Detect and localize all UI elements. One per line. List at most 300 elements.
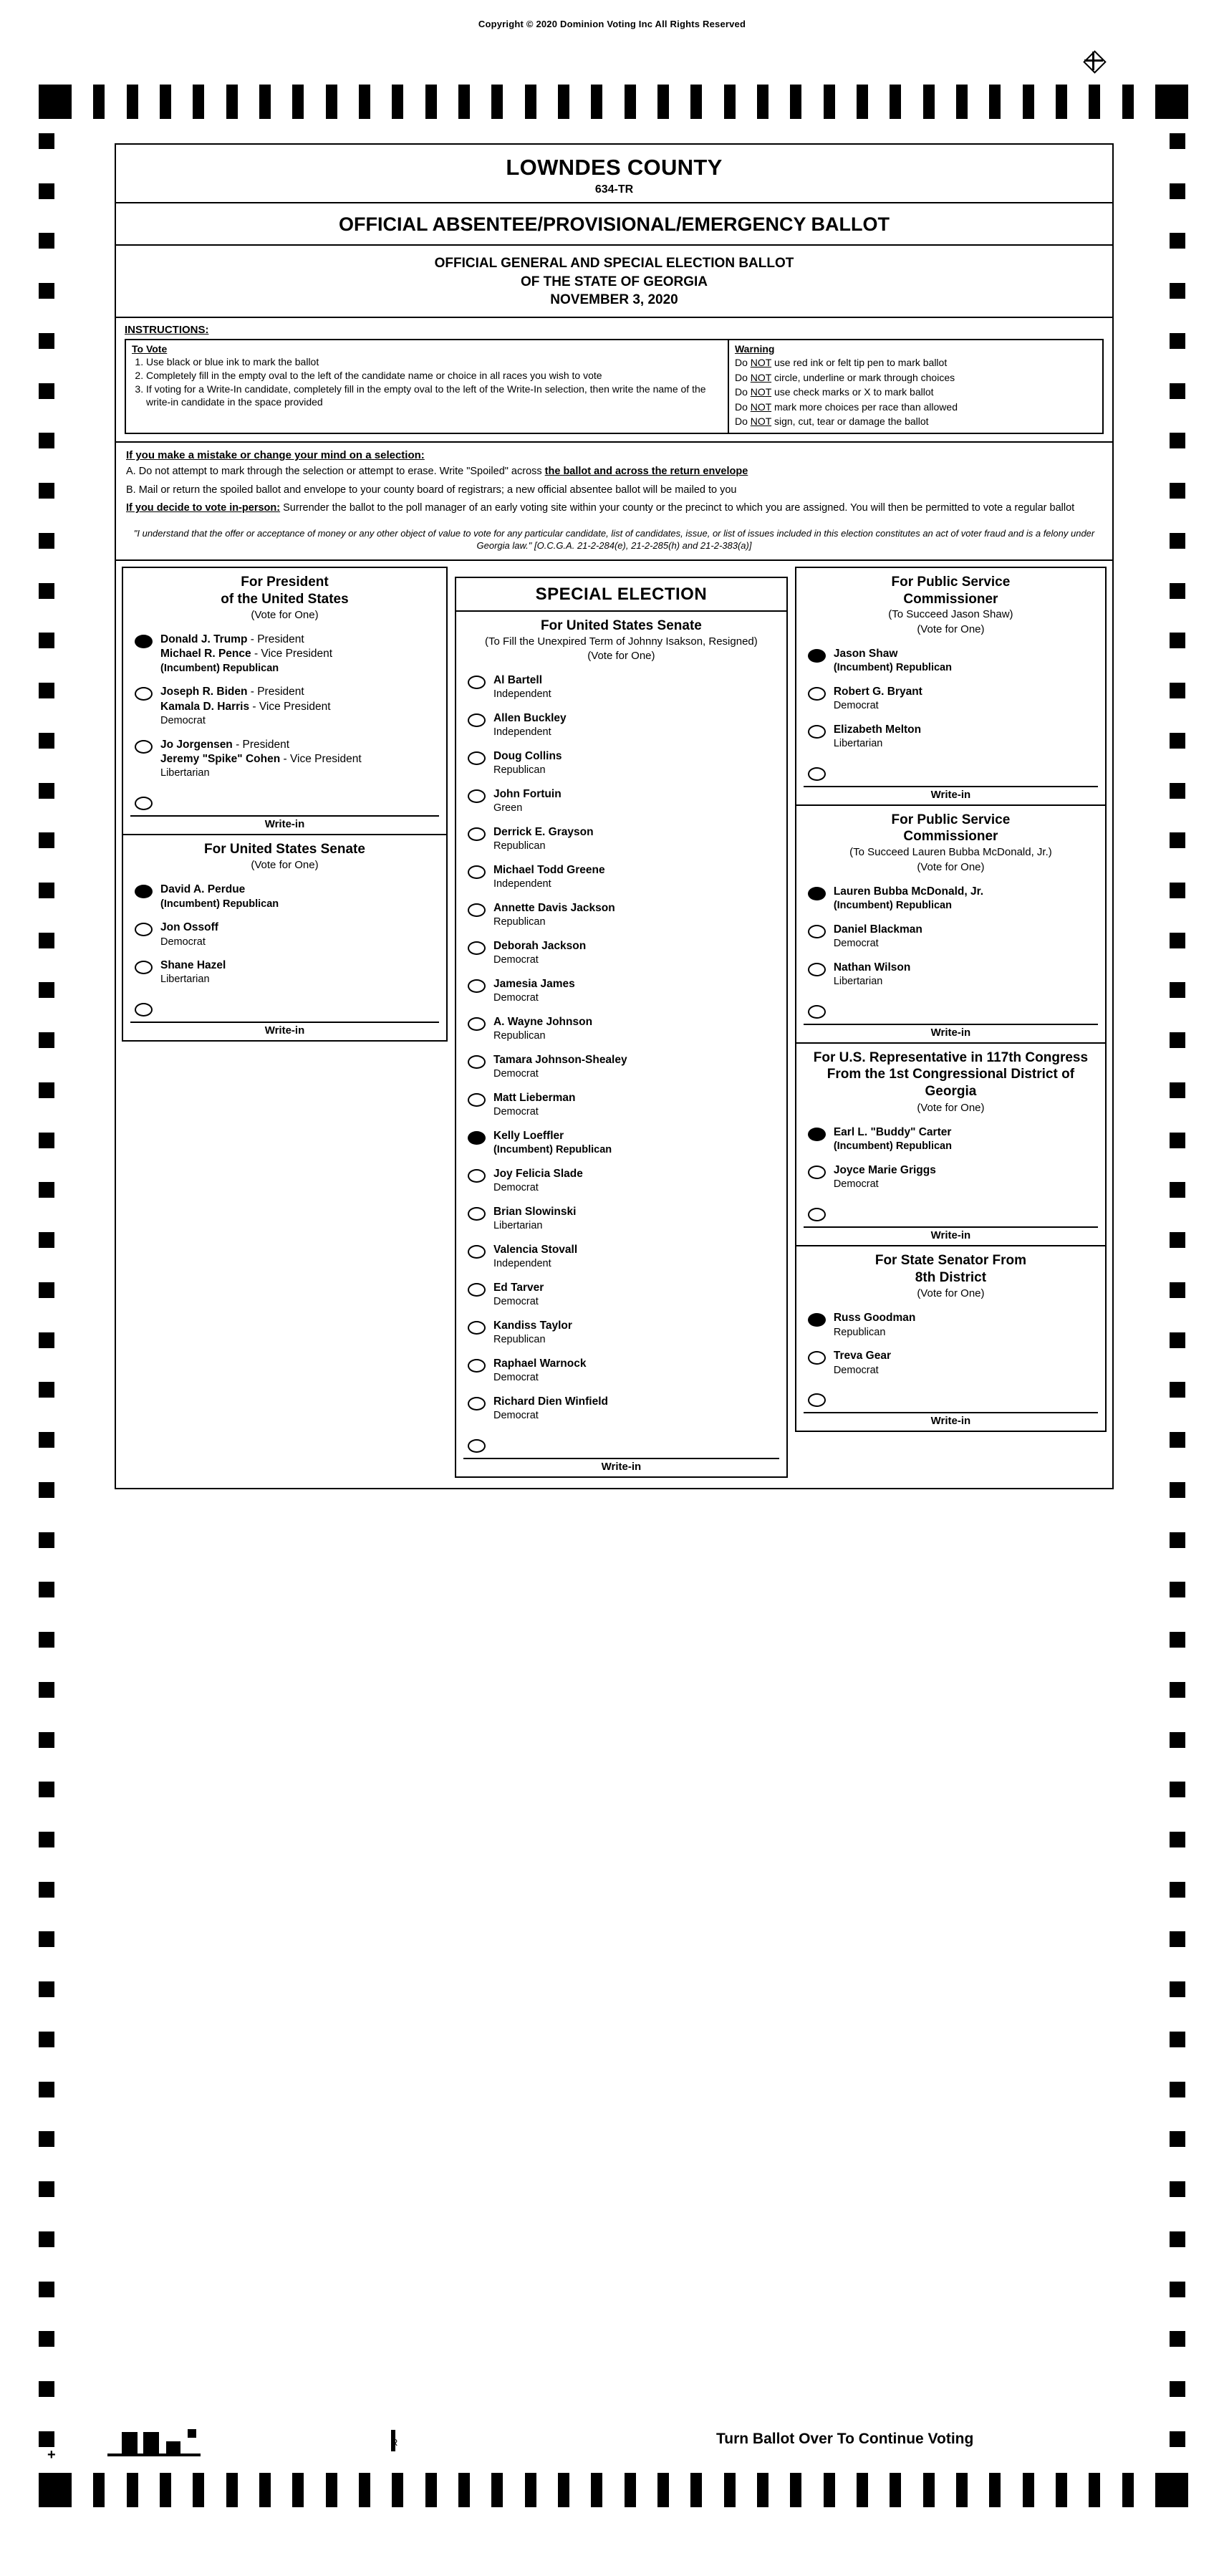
bottom-mark-3 — [166, 2441, 180, 2454]
special-senate-choice[interactable] — [456, 1162, 786, 1200]
timing-mark — [39, 2473, 72, 2507]
timing-mark — [790, 85, 801, 119]
president-writein-label: Write-in — [130, 815, 439, 834]
timing-mark — [657, 85, 669, 119]
oval-icon[interactable] — [468, 1169, 486, 1183]
instructions-label: INSTRUCTIONS: — [125, 323, 209, 336]
state-senator-writein-label: Write-in — [804, 1412, 1098, 1431]
candidate-label: Richard Dien Winfield Democrat — [493, 1395, 609, 1421]
timing-mark — [160, 85, 171, 119]
psc-mcdonald-vote-for: (Vote for One) — [917, 860, 985, 873]
candidate-label: Deborah Jackson Democrat — [493, 939, 587, 966]
bottom-mark-4 — [188, 2429, 196, 2438]
timing-mark — [226, 85, 238, 119]
timing-mark — [591, 2473, 602, 2507]
timing-mark — [1170, 2282, 1185, 2297]
oval-icon[interactable] — [808, 887, 826, 900]
us-rep-writein-wrap — [796, 1199, 1105, 1245]
oval-icon[interactable] — [808, 1166, 826, 1179]
timing-mark — [1170, 1782, 1185, 1797]
timing-mark — [160, 2473, 171, 2507]
special-senate-choice[interactable] — [456, 1010, 786, 1048]
in-person-note — [126, 501, 1102, 516]
timing-mark — [1170, 333, 1185, 349]
warning-item: Do NOT use check marks or X to mark ballot — [734, 386, 934, 398]
psc-shaw-choice[interactable] — [796, 680, 1105, 718]
timing-mark — [39, 283, 54, 299]
president-vote-for: (Vote for One) — [251, 609, 319, 622]
timing-mark — [292, 85, 304, 119]
psc-mcdonald-title-wrap — [796, 806, 1105, 878]
president-writein-choice[interactable] — [123, 789, 446, 815]
timing-mark — [39, 483, 54, 499]
timing-mark — [1170, 233, 1185, 249]
timing-mark — [39, 2131, 54, 2147]
timing-mark — [39, 1682, 54, 1698]
oval-icon[interactable] — [468, 1131, 486, 1145]
alignment-plus: + — [47, 2447, 56, 2463]
timing-mark — [93, 85, 105, 119]
special-election-title-wrap — [456, 612, 786, 667]
psc-shaw-title-line1: For Public Service — [891, 574, 1011, 590]
candidate-label: Jason Shaw (Incumbent) Republican — [833, 647, 952, 673]
timing-mark — [39, 883, 54, 898]
ballot-election-header — [116, 246, 1112, 318]
timing-mark — [989, 2473, 1001, 2507]
candidate-label: Joyce Marie Griggs Democrat — [833, 1163, 936, 1191]
candidate-label: Joy Felicia Slade Democrat — [493, 1167, 583, 1193]
psc-mcdonald-choice[interactable] — [796, 880, 1105, 918]
timing-mark — [1170, 1882, 1185, 1898]
psc-shaw-choice[interactable] — [796, 642, 1105, 680]
timing-mark — [1170, 633, 1185, 648]
oval-icon[interactable] — [468, 1439, 486, 1453]
timing-mark — [1023, 2473, 1034, 2507]
oval-icon[interactable] — [808, 1313, 826, 1327]
special-senate-choice[interactable] — [456, 896, 786, 934]
timing-mark — [359, 85, 370, 119]
timing-mark — [1056, 85, 1067, 119]
oval-icon[interactable] — [135, 797, 153, 810]
timing-mark — [1170, 1582, 1185, 1597]
candidate-label: David A. Perdue (Incumbent) Republican — [160, 883, 279, 910]
timing-mark — [690, 2473, 702, 2507]
voter-fraud-oath: "I understand that the offer or acceptance of money or any other object of value to vote for any particular candidate, list of candidates, issue, or list of issues included in this election constitutes an act of voter fraud and is a felony under Georgia law." [O.C.G.A. 21-2-284(e), 21-2-285(h) and 21-2-383(a)] — [116, 524, 1112, 561]
psc-shaw-subtitle: (To Succeed Jason Shaw) — [888, 608, 1013, 621]
timing-mark — [625, 85, 636, 119]
psc-mcdonald-choice[interactable] — [796, 918, 1105, 956]
timing-mark — [39, 832, 54, 848]
candidate-label: Treva Gear Democrat — [833, 1350, 891, 1376]
candidate-label: Allen Buckley Independent — [493, 711, 567, 739]
timing-mark — [956, 2473, 968, 2507]
timing-mark — [39, 2282, 54, 2297]
timing-mark — [326, 2473, 337, 2507]
timing-mark — [392, 2473, 403, 2507]
timing-mark — [39, 85, 72, 119]
psc-shaw-vote-for: (Vote for One) — [917, 623, 985, 635]
special-senate-choice[interactable] — [456, 820, 786, 858]
special-senate-writein-wrap — [456, 1431, 786, 1476]
state-senator-title-line1: For State Senator From — [874, 1252, 1026, 1268]
timing-mark — [1170, 433, 1185, 448]
timing-mark — [93, 2473, 105, 2507]
timing-mark — [824, 2473, 835, 2507]
timing-mark — [1170, 1032, 1185, 1048]
psc-mcdonald-writein-wrap — [796, 996, 1105, 1042]
president-choice[interactable] — [123, 680, 446, 732]
timing-mark — [1170, 2131, 1185, 2147]
oval-icon[interactable] — [808, 767, 826, 781]
timing-mark — [458, 2473, 470, 2507]
timing-mark — [1170, 1082, 1185, 1098]
timing-mark — [690, 85, 702, 119]
ballot-type-title: OFFICIAL ABSENTEE/PROVISIONAL/EMERGENCY BALLOT — [116, 203, 1112, 246]
copyright-notice: Copyright © 2020 Dominion Voting Inc All Rights Reserved — [478, 19, 746, 29]
timing-mark — [39, 433, 54, 448]
us-rep-choice[interactable] — [796, 1120, 1105, 1158]
oval-icon[interactable] — [468, 903, 486, 917]
timing-mark — [1170, 1482, 1185, 1498]
psc-mcdonald-subtitle: (To Succeed Lauren Bubba McDonald, Jr.) — [849, 846, 1052, 859]
candidate-label: Nathan Wilson Libertarian — [833, 961, 911, 987]
candidate-label: Annette Davis Jackson Republican — [493, 901, 615, 928]
oval-icon[interactable] — [135, 1003, 153, 1017]
election-date: NOVEMBER 3, 2020 — [550, 292, 678, 308]
special-senate-writein-choice[interactable] — [456, 1432, 786, 1458]
timing-mark — [491, 2473, 503, 2507]
timing-mark — [458, 85, 470, 119]
timing-mark — [1170, 283, 1185, 299]
contest-president-title — [123, 568, 446, 627]
contest-president — [122, 567, 448, 835]
special-senate-choice[interactable] — [456, 858, 786, 896]
timing-mark — [1170, 1832, 1185, 1847]
timing-mark — [1170, 1332, 1185, 1348]
oval-icon[interactable] — [808, 1393, 826, 1407]
candidate-label: Shane Hazel Libertarian — [160, 959, 226, 986]
oval-icon[interactable] — [468, 1359, 486, 1373]
timing-mark — [1155, 2473, 1188, 2507]
timing-mark — [39, 1182, 54, 1198]
oval-icon[interactable] — [468, 1245, 486, 1259]
special-senate-choice[interactable] — [456, 668, 786, 706]
timing-mark — [39, 583, 54, 599]
us-senate-title: For United States Senate — [204, 841, 365, 857]
timing-marks-right — [1170, 133, 1185, 2447]
timing-mark — [625, 2473, 636, 2507]
column-left — [122, 567, 448, 1042]
timing-mark — [39, 1432, 54, 1448]
turn-ballot-over-text: Turn Ballot Over To Continue Voting — [716, 2431, 974, 2447]
timing-mark — [39, 1931, 54, 1947]
timing-mark — [39, 2231, 54, 2247]
state-senator-title-line2: 8th District — [915, 1269, 987, 1285]
timing-mark — [39, 1282, 54, 1298]
special-senate-choice[interactable] — [456, 1314, 786, 1352]
president-choice[interactable] — [123, 628, 446, 680]
timing-mark — [39, 1582, 54, 1597]
timing-mark — [39, 2331, 54, 2347]
timing-mark — [1170, 1732, 1185, 1748]
oval-icon[interactable] — [135, 740, 153, 754]
special-senate-choice[interactable] — [456, 1048, 786, 1086]
timing-mark — [39, 2431, 54, 2447]
special-senate-choice[interactable] — [456, 1238, 786, 1276]
timing-mark — [989, 85, 1001, 119]
timing-mark — [39, 1882, 54, 1898]
timing-mark — [39, 1981, 54, 1997]
candidate-label: John Fortuin Green — [493, 787, 562, 814]
timing-mark — [1170, 733, 1185, 749]
timing-mark — [39, 233, 54, 249]
timing-mark — [724, 2473, 736, 2507]
oval-icon[interactable] — [468, 865, 486, 879]
us-senate-choices — [123, 876, 446, 994]
timing-mark — [1170, 1632, 1185, 1648]
timing-mark — [39, 2381, 54, 2397]
special-senate-choice[interactable] — [456, 934, 786, 972]
timing-mark — [1170, 583, 1185, 599]
timing-mark — [39, 533, 54, 549]
mistake-item-b: B. Mail or return the spoiled ballot and envelope to your county board of registrars; a new official absentee ballot will be mailed to you — [126, 484, 737, 496]
oval-icon[interactable] — [468, 751, 486, 765]
timing-mark — [39, 1232, 54, 1248]
oval-icon[interactable] — [468, 827, 486, 841]
instructions-warning — [729, 340, 1102, 433]
oval-icon[interactable] — [468, 1283, 486, 1297]
timing-mark — [1023, 85, 1034, 119]
state-senator-vote-for: (Vote for One) — [917, 1287, 985, 1300]
timing-mark — [226, 2473, 238, 2507]
contest-us-representative — [795, 1044, 1107, 1246]
psc-shaw-choice[interactable] — [796, 718, 1105, 756]
timing-mark — [1170, 2181, 1185, 2197]
oval-icon[interactable] — [468, 1017, 486, 1031]
state-senator-writein-wrap — [796, 1385, 1105, 1431]
oval-icon[interactable] — [135, 923, 153, 936]
oval-icon[interactable] — [808, 1208, 826, 1221]
timing-mark — [1170, 533, 1185, 549]
candidate-label: Valencia Stovall Independent — [493, 1243, 578, 1269]
timing-mark — [1170, 683, 1185, 698]
timing-mark — [39, 1482, 54, 1498]
oval-icon[interactable] — [808, 963, 826, 976]
president-choice[interactable] — [123, 733, 446, 785]
oval-icon[interactable] — [808, 1005, 826, 1019]
psc-shaw-writein-choice[interactable] — [796, 760, 1105, 786]
special-senate-choice[interactable] — [456, 972, 786, 1010]
timing-mark — [657, 2473, 669, 2507]
timing-mark — [757, 85, 768, 119]
election-line-2: OF THE STATE OF GEORGIA — [520, 274, 708, 289]
special-senate-vote-for: (Vote for One) — [587, 650, 655, 662]
psc-shaw-title-line2: Commissioner — [903, 591, 998, 607]
timing-mark — [39, 333, 54, 349]
oval-icon[interactable] — [468, 1397, 486, 1410]
timing-mark — [259, 2473, 271, 2507]
timing-mark — [1122, 2473, 1134, 2507]
timing-mark — [39, 1332, 54, 1348]
oval-icon[interactable] — [808, 1128, 826, 1141]
timing-mark — [1170, 982, 1185, 998]
timing-mark — [39, 1532, 54, 1548]
us-senate-choice[interactable] — [123, 878, 446, 915]
timing-mark — [39, 933, 54, 948]
oval-icon[interactable] — [468, 789, 486, 803]
oval-icon[interactable] — [468, 713, 486, 727]
oval-icon[interactable] — [468, 941, 486, 955]
timing-mark — [790, 2473, 801, 2507]
timing-mark — [39, 1032, 54, 1048]
timing-marks-left — [39, 133, 54, 2447]
special-senate-writein-label: Write-in — [463, 1458, 779, 1476]
state-senator-choice[interactable] — [796, 1344, 1105, 1382]
oval-icon[interactable] — [468, 1321, 486, 1335]
psc-mcdonald-choice[interactable] — [796, 956, 1105, 994]
oval-icon[interactable] — [808, 925, 826, 938]
timing-mark — [1170, 2032, 1185, 2047]
timing-mark — [39, 1632, 54, 1648]
oval-icon[interactable] — [135, 635, 153, 648]
timing-mark — [923, 2473, 935, 2507]
timing-mark — [1170, 133, 1185, 149]
state-senator-title-wrap — [796, 1246, 1105, 1305]
instruction-step: 1. Use black or blue ink to mark the ballot — [146, 356, 722, 369]
timing-mark — [491, 85, 503, 119]
timing-mark — [39, 683, 54, 698]
timing-mark — [39, 1133, 54, 1148]
us-rep-title-wrap — [796, 1044, 1105, 1119]
special-senate-choice[interactable] — [456, 1390, 786, 1428]
ballot-header-county — [116, 145, 1112, 203]
oval-icon[interactable] — [135, 885, 153, 898]
timing-mark — [193, 2473, 204, 2507]
timing-mark — [39, 2181, 54, 2197]
timing-mark — [724, 85, 736, 119]
instruction-step: 3. If voting for a Write-In candidate, completely fill in the empty oval to the left of the Write-In selection, then write the name of the write-in candidate in the space provided — [146, 383, 722, 409]
oval-icon[interactable] — [808, 1351, 826, 1365]
special-senate-choice[interactable] — [456, 706, 786, 744]
timing-mark — [1170, 1232, 1185, 1248]
candidate-label: Lauren Bubba McDonald, Jr. (Incumbent) Republican — [833, 885, 984, 911]
us-senate-writein-wrap — [123, 994, 446, 1040]
mistake-item-a: A. Do not attempt to mark through the selection or attempt to erase. Write "Spoiled" across the ballot and across the return envelope — [126, 465, 748, 477]
oval-icon[interactable] — [468, 1055, 486, 1069]
oval-icon[interactable] — [808, 687, 826, 701]
state-senator-choice[interactable] — [796, 1306, 1105, 1344]
special-senate-choice[interactable] — [456, 1200, 786, 1238]
oval-icon[interactable] — [808, 725, 826, 739]
instructions-section — [116, 318, 1112, 443]
timing-mark — [39, 982, 54, 998]
timing-mark — [1170, 783, 1185, 799]
oval-icon[interactable] — [468, 1207, 486, 1221]
contest-psc-mcdonald — [795, 806, 1107, 1044]
in-person-heading: If you decide to vote in-person: — [126, 502, 281, 514]
oval-icon[interactable] — [808, 649, 826, 663]
timing-mark — [326, 85, 337, 119]
election-line-1: OFFICIAL GENERAL AND SPECIAL ELECTION BALLOT — [434, 256, 794, 271]
timing-marks-bottom — [39, 2473, 1188, 2507]
timing-mark — [1170, 183, 1185, 199]
timing-mark — [890, 85, 901, 119]
timing-mark — [39, 2032, 54, 2047]
oval-icon[interactable] — [135, 687, 153, 701]
oval-icon[interactable] — [468, 1093, 486, 1107]
timing-mark — [1170, 2231, 1185, 2247]
special-senate-choice[interactable] — [456, 1086, 786, 1124]
timing-mark — [757, 2473, 768, 2507]
timing-mark — [1170, 2331, 1185, 2347]
timing-mark — [39, 183, 54, 199]
oval-icon[interactable] — [468, 979, 486, 993]
timing-mark — [39, 783, 54, 799]
us-senate-vote-for: (Vote for One) — [251, 859, 319, 872]
special-senate-choice[interactable] — [456, 782, 786, 820]
timing-mark — [1170, 1532, 1185, 1548]
psc-mcdonald-writein-choice[interactable] — [796, 998, 1105, 1024]
contest-special-election — [455, 577, 788, 1478]
special-senate-choice[interactable] — [456, 1352, 786, 1390]
timing-mark — [39, 1782, 54, 1797]
timing-mark — [1170, 933, 1185, 948]
candidate-label: Brian Slowinski Libertarian — [493, 1205, 577, 1231]
president-title-line1: For President — [241, 574, 329, 590]
contest-us-senate-title — [123, 835, 446, 877]
us-senate-choice[interactable] — [123, 953, 446, 991]
timing-mark — [956, 85, 968, 119]
warning-heading: Warning — [734, 342, 775, 355]
warning-item: Do NOT use red ink or felt tip pen to mark ballot — [734, 356, 948, 368]
timing-mark — [259, 85, 271, 119]
registration-crosshair-icon — [1084, 52, 1103, 70]
us-rep-choice[interactable] — [796, 1158, 1105, 1196]
psc-shaw-writein-wrap — [796, 759, 1105, 804]
timing-mark — [558, 85, 569, 119]
timing-mark — [359, 2473, 370, 2507]
timing-mark — [292, 2473, 304, 2507]
state-senator-writein-choice[interactable] — [796, 1386, 1105, 1412]
special-senate-choice[interactable] — [456, 1124, 786, 1162]
instruction-step: 2. Completely fill in the empty oval to the left of the candidate name or choice in all races you wish to vote — [146, 370, 722, 383]
us-rep-writein-choice[interactable] — [796, 1201, 1105, 1226]
warning-item: Do NOT circle, underline or mark through choices — [734, 371, 955, 383]
candidate-label: Raphael Warnock Democrat — [493, 1357, 587, 1383]
oval-icon[interactable] — [468, 676, 486, 689]
president-title-line2: of the United States — [221, 591, 349, 607]
timing-mark — [824, 85, 835, 119]
special-senate-choice[interactable] — [456, 1276, 786, 1314]
us-senate-writein-label: Write-in — [130, 1022, 439, 1040]
special-senate-choice[interactable] — [456, 744, 786, 782]
timing-mark — [1170, 1382, 1185, 1398]
psc-mcdonald-writein-label: Write-in — [804, 1024, 1098, 1042]
timing-mark — [425, 2473, 437, 2507]
oval-icon[interactable] — [135, 961, 153, 974]
column-middle — [455, 577, 788, 1478]
timing-mark — [1170, 1182, 1185, 1198]
candidate-label: Ed Tarver Democrat — [493, 1281, 544, 1307]
timing-mark — [1170, 1682, 1185, 1698]
candidate-label: Daniel Blackman Democrat — [833, 923, 922, 949]
psc-mcdonald-title-line2: Commissioner — [903, 829, 998, 845]
candidate-label: Robert G. Bryant Democrat — [833, 685, 922, 711]
us-senate-choice[interactable] — [123, 915, 446, 953]
timing-mark — [193, 85, 204, 119]
us-senate-writein-choice[interactable] — [123, 996, 446, 1022]
warning-item: Do NOT sign, cut, tear or damage the ballot — [734, 415, 929, 428]
